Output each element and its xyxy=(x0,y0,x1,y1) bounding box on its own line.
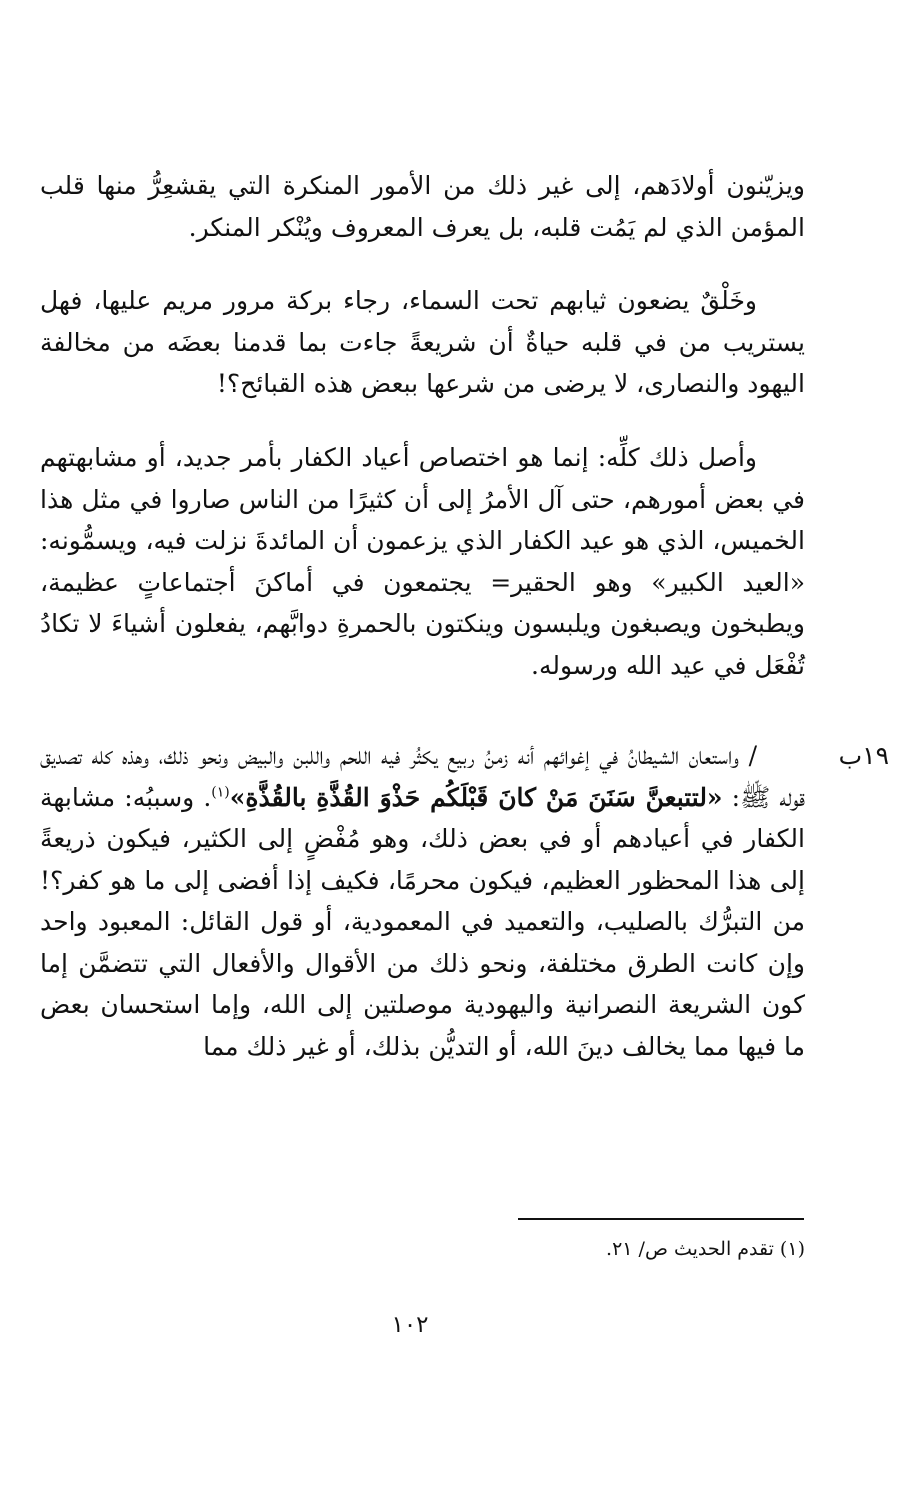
paragraph-1-text: ويزيّنون أولادَهم، إلى غير ذلك من الأمور المنكرة التي يقشعِرُّ منها قلب المؤمن الذي لم يَمُت قلبه، بل يعرف المعروف ويُنْكر المنكر. xyxy=(40,171,805,242)
footnote-divider xyxy=(518,1218,804,1220)
paragraph-4-text-before: واستعان الشيطانُ في إغوائهم أنه زمنُ ربيع يكثُر فيه اللحم واللبن والبيض ونحو ذلك، وهذه كله تصديق قوله ﷺ: xyxy=(40,741,805,812)
paragraph-3 xyxy=(40,437,805,686)
paragraph-4-text-after: . وسببُه: مشابهة الكفار في أعيادهم أو في بعض ذلك، وهو مُفْضٍ إلى الكثير، فيكون ذريعةً إلى هذا المحظور العظيم، فيكون محرمًا، فكيف إذا أفضى إلى ما هو كفر؟! من التبرُّك بالصليب، والتعميد في المعمودية، أو قول القائل: المعبود واحد وإن كانت الطرق مختلفة، ونحو ذلك من الأقوال والأفعال التي تتضمَّن إما كون الشريعة النصرانية واليهودية موصلتين إلى الله، وإما استحسان بعض ما فيها مما يخالف دينَ الله، أو التديُّن بذلك، أو غير ذلك مما xyxy=(40,782,805,1061)
paragraph-4 xyxy=(40,735,805,1067)
folio-slash: / xyxy=(748,741,757,770)
page-number: ١٠٢ xyxy=(391,1312,429,1338)
paragraph-2 xyxy=(40,280,805,405)
footnote: (١) تقدم الحديث ص/ ٢١. xyxy=(606,1238,805,1260)
footnote-reference[interactable]: (١) xyxy=(211,784,230,801)
paragraph-1 xyxy=(40,165,805,248)
paragraph-3-text: وأصل ذلك كلِّه: إنما هو اختصاص أعياد الكفار بأمر جديد، أو مشابهتهم في بعض أمورهم، حتى آل الأمرُ إلى أن كثيرًا من الناس صاروا في مثل هذا الخميس، الذي هو عيد الكفار الذي يزعمون أن المائدةَ نزلت فيه، ويسمُّونه: «العيد الكبير» وهو الحقير= يجتمعون في أماكنَ أجتماعاتٍ عظيمة، ويطبخون ويصبغون ويلبسون وينكتون بالحمرةِ دوابَّهم، يفعلون أشياءَ لا تكادُ تُفْعَل في عيد الله ورسوله. xyxy=(40,443,805,680)
hadith-quote: «لتتبعنَّ سَنَنَ مَنْ كانَ قَبْلَكُم حَذْوَ القُذَّةِ بالقُذَّةِ» xyxy=(229,782,723,812)
paragraph-2-text: وخَلْقٌ يضعون ثيابهم تحت السماء، رجاء بركة مرور مريم عليها، فهل يستريب من في قلبه حياةٌ أن شريعةً جاءت بما قدمنا بعضَه من مخالفة اليهود والنصارى، لا يرضى من شرعها ببعض هذه القبائح؟! xyxy=(40,286,805,398)
manuscript-folio-marker: ١٩ب xyxy=(838,741,889,770)
